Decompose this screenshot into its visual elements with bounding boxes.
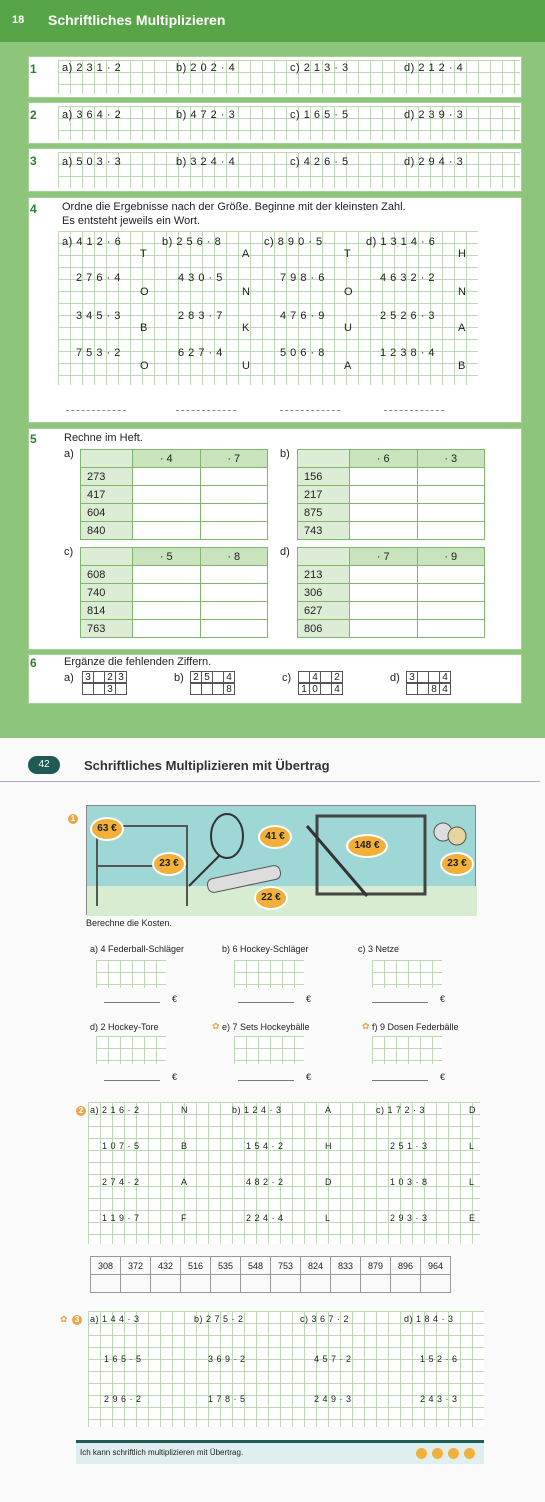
exercise-6b-label: b) <box>174 672 184 684</box>
exercise-3-number: 3 <box>30 154 37 168</box>
exercise-4b-4: 6 2 7 · 4 <box>178 347 223 359</box>
answer-line-b[interactable] <box>238 1002 294 1003</box>
letter-cell: A <box>325 1105 332 1115</box>
exercise-2b-1: b) 1 2 4 · 3 <box>232 1105 282 1115</box>
item-f-label: f) 9 Dosen Federbälle <box>372 1022 459 1032</box>
digit-box[interactable]: 3 <box>115 671 127 683</box>
exercise-2b-3: 4 8 2 · 2 <box>246 1177 284 1187</box>
digit-box[interactable]: 3 <box>104 683 116 695</box>
digit-box[interactable]: 8 <box>428 683 440 695</box>
exercise-1a: a) 2 3 1 · 2 <box>62 62 122 74</box>
item-e-label: e) 7 Sets Hockeybälle <box>222 1022 310 1032</box>
letter-cell: D <box>325 1177 332 1187</box>
exercise-4b-1: b) 2 5 6 · 8 <box>162 236 222 248</box>
exercise-4c-1-letter: T <box>344 248 351 260</box>
exercise-4a-2: 2 7 6 · 4 <box>76 272 121 284</box>
exercise-6d-label: d) <box>390 672 400 684</box>
exercise-3-grid[interactable] <box>88 1311 484 1427</box>
table-b-header-1: · 6 <box>350 450 418 468</box>
exercise-3b-2: 3 6 9 · 2 <box>208 1354 246 1364</box>
table-a-row: 417 <box>81 486 133 504</box>
exercise-4c-1: c) 8 9 0 · 5 <box>264 236 323 248</box>
exercise-4-number: 4 <box>30 202 37 216</box>
digit-box[interactable]: 4 <box>309 671 321 683</box>
exercise-4-instruction: Ordne die Ergebnisse nach der Größe. Beginne mit der kleinsten Zahl. <box>62 201 406 213</box>
answer-line-a[interactable] <box>104 1002 160 1003</box>
table-a-row: 840 <box>81 522 133 540</box>
exercise-6d-top[interactable] <box>406 671 450 683</box>
euro-symbol: € <box>172 1072 178 1082</box>
digit-box[interactable]: 4 <box>331 683 343 695</box>
answer-number: 964 <box>421 1257 451 1275</box>
page-number: 18 <box>12 14 25 26</box>
answer-key-row <box>90 1256 451 1293</box>
table-a-row: 273 <box>81 468 133 486</box>
price-tag-shuttlecocks: 22 € <box>254 886 288 910</box>
exercise-2-number: 2 <box>76 1106 86 1116</box>
exercise-3a-1: a) 1 4 4 · 3 <box>90 1314 140 1324</box>
exercise-2c-1: c) 1 7 2 · 3 <box>376 1105 426 1115</box>
calc-grid-c[interactable] <box>372 960 442 988</box>
exercise-5-number: 5 <box>30 432 37 446</box>
calc-grid-e[interactable] <box>234 1036 304 1064</box>
exercise-4c-3-letter: U <box>344 322 352 334</box>
answer-line-a[interactable] <box>66 410 126 411</box>
exercise-1b: b) 2 0 2 · 4 <box>176 62 236 74</box>
exercise-4b-4-letter: U <box>242 360 250 372</box>
exercise-2c-2: 2 5 1 · 3 <box>390 1141 428 1151</box>
table-b-row: 156 <box>298 468 350 486</box>
table-c-label: c) <box>64 546 74 558</box>
exercise-4d-4: 1 2 3 8 · 4 <box>380 347 436 359</box>
exercise-3c: c) 4 2 6 · 5 <box>290 156 349 168</box>
exercise-4-grid <box>58 231 478 385</box>
table-b-label: b) <box>280 448 290 460</box>
footer-text: Ich kann schriftlich multiplizieren mit Übertrag. <box>80 1448 244 1457</box>
table-c-row: 763 <box>81 620 133 638</box>
exercise-2b: b) 4 7 2 · 3 <box>176 109 236 121</box>
answer-line-c[interactable] <box>372 1002 428 1003</box>
digit-box[interactable] <box>115 683 127 695</box>
price-tag-shuttle-net: 63 € <box>90 817 124 841</box>
euro-symbol: € <box>172 994 178 1004</box>
answer-number: 535 <box>211 1257 241 1275</box>
exercise-3b: b) 3 2 4 · 4 <box>176 156 236 168</box>
table-a-header-1: · 4 <box>133 450 201 468</box>
exercise-4b-1-letter: A <box>242 248 250 260</box>
exercise-6a-top[interactable] <box>82 671 126 683</box>
exercise-4a-1: a) 4 1 2 · 6 <box>62 236 122 248</box>
star-icon: ✿ <box>60 1314 68 1324</box>
table-c-row: 740 <box>81 584 133 602</box>
digit-box[interactable]: 4 <box>439 671 451 683</box>
exercise-3b-3: 1 7 8 · 5 <box>208 1394 246 1404</box>
exercise-4a-4: 7 5 3 · 2 <box>76 347 121 359</box>
table-c-row: 814 <box>81 602 133 620</box>
table-d <box>297 547 485 638</box>
exercise-5-instruction: Rechne im Heft. <box>64 432 143 444</box>
exercise-6a-bottom[interactable] <box>82 683 126 695</box>
digit-box[interactable]: 0 <box>309 683 321 695</box>
exercise-4a-2-letter: O <box>140 286 149 298</box>
exercise-2-number: 2 <box>30 108 37 122</box>
euro-symbol: € <box>440 1072 446 1082</box>
smiley-icon[interactable] <box>448 1448 459 1459</box>
page-number: 42 <box>28 756 60 774</box>
title-divider <box>0 781 540 782</box>
table-a-header-2: · 7 <box>200 450 268 468</box>
exercise-1-instruction: Berechne die Kosten. <box>86 918 173 928</box>
exercise-1-number: 1 <box>68 814 78 824</box>
exercise-6b-top[interactable] <box>190 671 234 683</box>
euro-symbol: € <box>440 994 446 1004</box>
exercise-4a-1-letter: T <box>140 248 147 260</box>
exercise-2d: d) 2 3 9 · 3 <box>404 109 464 121</box>
exercise-2a-2: 1 0 7 · 5 <box>102 1141 140 1151</box>
exercise-4b-2-letter: N <box>242 286 250 298</box>
exercise-3a-2: 1 6 5 · 5 <box>104 1354 142 1364</box>
exercise-4a-3: 3 4 5 · 3 <box>76 310 121 322</box>
table-b-header-2: · 3 <box>417 450 485 468</box>
digit-box[interactable]: 8 <box>223 683 235 695</box>
table-b-row: 875 <box>298 504 350 522</box>
exercise-4c-4: 5 0 6 · 8 <box>280 347 325 359</box>
exercise-6-number: 6 <box>30 656 37 670</box>
digit-box[interactable]: 4 <box>439 683 451 695</box>
letter-cell: A <box>181 1177 188 1187</box>
price-tag-hockey-goal: 148 € <box>346 834 388 858</box>
answer-number: 833 <box>331 1257 361 1275</box>
exercise-4a-4-letter: O <box>140 360 149 372</box>
letter-cell: F <box>181 1213 187 1223</box>
exercise-1c: c) 2 1 3 · 3 <box>290 62 349 74</box>
letter-cell: L <box>469 1177 475 1187</box>
exercise-1d: d) 2 1 2 · 4 <box>404 62 464 74</box>
smiley-icon[interactable] <box>416 1448 427 1459</box>
item-b-label: b) 6 Hockey-Schläger <box>222 944 309 954</box>
exercise-3-number: 3 <box>72 1315 82 1325</box>
table-a <box>80 449 268 540</box>
exercise-4d-2: 4 6 3 2 · 2 <box>380 272 436 284</box>
exercise-6d-bottom[interactable] <box>406 683 450 695</box>
answer-number: 432 <box>151 1257 181 1275</box>
calc-grid-d[interactable] <box>96 1036 166 1064</box>
answer-number: 516 <box>181 1257 211 1275</box>
answer-line-d[interactable] <box>104 1080 160 1081</box>
answer-number: 308 <box>91 1257 121 1275</box>
exercise-4c-2: 7 9 8 · 6 <box>280 272 325 284</box>
price-tag-badminton-racket: 23 € <box>152 852 186 876</box>
answer-line-d[interactable] <box>384 410 444 411</box>
exercise-4b-3: 2 8 3 · 7 <box>178 310 223 322</box>
table-d-row: 806 <box>298 620 350 638</box>
exercise-2c-3: 1 0 3 · 8 <box>390 1177 428 1187</box>
answer-number: 548 <box>241 1257 271 1275</box>
exercise-4d-2-letter: N <box>458 286 466 298</box>
exercise-4d-3-letter: A <box>458 322 466 334</box>
exercise-3d-3: 2 4 3 · 3 <box>420 1394 458 1404</box>
digit-box[interactable]: 4 <box>223 671 235 683</box>
exercise-4a-3-letter: B <box>140 322 148 334</box>
exercise-4-instruction-2: Es entsteht jeweils ein Wort. <box>62 215 200 227</box>
calc-grid-a[interactable] <box>96 960 166 988</box>
price-tag-hockey-stick: 41 € <box>258 825 292 849</box>
answer-number: 879 <box>361 1257 391 1275</box>
digit-box[interactable]: 1 <box>298 683 310 695</box>
answer-number: 753 <box>271 1257 301 1275</box>
page-42 <box>0 738 545 1502</box>
euro-symbol: € <box>306 994 312 1004</box>
exercise-6c-label: c) <box>282 672 292 684</box>
exercise-4c-2-letter: O <box>344 286 353 298</box>
answer-number: 896 <box>391 1257 421 1275</box>
table-b <box>297 449 485 540</box>
item-c-label: c) 3 Netze <box>358 944 400 954</box>
letter-cell: D <box>469 1105 476 1115</box>
exercise-2a-1: a) 2 1 6 · 2 <box>90 1105 140 1115</box>
table-c-header-2: · 8 <box>200 548 268 566</box>
exercise-3d-1: d) 1 8 4 · 3 <box>404 1314 454 1324</box>
exercise-3b-1: b) 2 7 5 · 2 <box>194 1314 244 1324</box>
letter-cell: H <box>325 1141 332 1151</box>
page-18 <box>0 0 545 738</box>
star-icon: ✿ <box>362 1021 370 1031</box>
table-b-row: 217 <box>298 486 350 504</box>
digit-box[interactable]: 5 <box>201 671 213 683</box>
letter-cell: L <box>325 1213 331 1223</box>
letter-cell: E <box>469 1213 476 1223</box>
item-d-label: d) 2 Hockey-Tore <box>90 1022 159 1032</box>
calc-grid-b[interactable] <box>234 960 304 988</box>
letter-cell: N <box>181 1105 188 1115</box>
table-d-row: 306 <box>298 584 350 602</box>
table-d-label: d) <box>280 546 290 558</box>
digit-box[interactable]: 2 <box>331 671 343 683</box>
table-c-header-1: · 5 <box>133 548 201 566</box>
digit-box[interactable]: 3 <box>406 671 418 683</box>
exercise-3c-1: c) 3 6 7 · 2 <box>300 1314 350 1324</box>
answer-line-e[interactable] <box>238 1080 294 1081</box>
table-a-label: a) <box>64 448 74 460</box>
answer-number: 372 <box>121 1257 151 1275</box>
exercise-6b-bottom[interactable] <box>190 683 234 695</box>
exercise-4c-4-letter: A <box>344 360 352 372</box>
exercise-4c-3: 4 7 6 · 9 <box>280 310 325 322</box>
answer-line-b[interactable] <box>176 410 236 411</box>
exercise-6-instruction: Ergänze die fehlenden Ziffern. <box>64 656 212 668</box>
exercise-6c-top[interactable] <box>298 671 342 683</box>
letter-cell: B <box>181 1141 188 1151</box>
table-a-row: 604 <box>81 504 133 522</box>
exercise-6c-bottom[interactable] <box>298 683 342 695</box>
exercise-3d-2: 1 5 2 · 6 <box>420 1354 458 1364</box>
exercise-6a-label: a) <box>64 672 74 684</box>
digit-box[interactable]: 2 <box>190 671 202 683</box>
exercise-3a-3: 2 9 6 · 2 <box>104 1394 142 1404</box>
exercise-2c: c) 1 6 5 · 5 <box>290 109 349 121</box>
exercise-3a: a) 5 0 3 · 3 <box>62 156 122 168</box>
exercise-3d: d) 2 9 4 · 3 <box>404 156 464 168</box>
answer-line-c[interactable] <box>280 410 340 411</box>
answer-number: 824 <box>301 1257 331 1275</box>
page-title: Schriftliches Multiplizieren <box>48 12 226 28</box>
exercise-4d-1: d) 1 3 1 4 · 6 <box>366 236 436 248</box>
exercise-3c-3: 2 4 9 · 3 <box>314 1394 352 1404</box>
exercise-4b-3-letter: K <box>242 322 250 334</box>
table-c <box>80 547 268 638</box>
star-icon: ✿ <box>212 1021 220 1031</box>
page-header <box>0 0 545 42</box>
exercise-2a-3: 2 7 4 · 2 <box>102 1177 140 1187</box>
smiley-icon[interactable] <box>432 1448 443 1459</box>
price-tag-hockey-balls: 23 € <box>440 852 474 876</box>
exercise-2a-4: 1 1 9 · 7 <box>102 1213 140 1223</box>
exercise-4d-4-letter: B <box>458 360 466 372</box>
page-title: Schriftliches Multiplizieren mit Übertrag <box>84 758 330 773</box>
exercise-4d-3: 2 5 2 6 · 3 <box>380 310 436 322</box>
table-d-row: 627 <box>298 602 350 620</box>
calc-grid-f[interactable] <box>372 1036 442 1064</box>
table-d-row: 213 <box>298 566 350 584</box>
exercise-2b-2: 1 5 4 · 2 <box>246 1141 284 1151</box>
exercise-3c-2: 4 5 7 · 2 <box>314 1354 352 1364</box>
digit-box[interactable]: 2 <box>104 671 116 683</box>
smiley-icon[interactable] <box>464 1448 475 1459</box>
exercise-2a: a) 3 6 4 · 2 <box>62 109 122 121</box>
exercise-1-number: 1 <box>30 62 37 76</box>
answer-line-f[interactable] <box>372 1080 428 1081</box>
table-d-header-2: · 9 <box>417 548 485 566</box>
euro-symbol: € <box>306 1072 312 1082</box>
letter-cell: L <box>469 1141 475 1151</box>
item-a-label: a) 4 Federball-Schläger <box>90 944 185 954</box>
table-d-header-1: · 7 <box>350 548 418 566</box>
exercise-4b-2: 4 3 0 · 5 <box>178 272 223 284</box>
table-c-row: 608 <box>81 566 133 584</box>
exercise-4d-1-letter: H <box>458 248 466 260</box>
exercise-2c-4: 2 9 3 · 3 <box>390 1213 428 1223</box>
table-b-row: 743 <box>298 522 350 540</box>
exercise-2b-4: 2 2 4 · 4 <box>246 1213 284 1223</box>
digit-box[interactable]: 3 <box>82 671 94 683</box>
